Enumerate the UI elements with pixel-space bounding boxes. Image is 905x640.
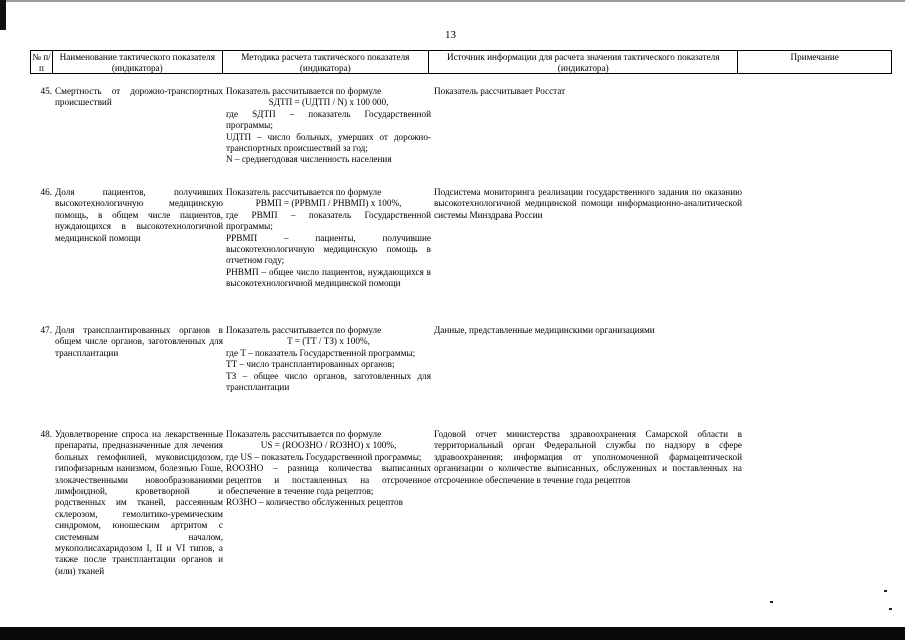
- method-line: TЗ – общее число органов, заготовленных для трансплантации: [226, 370, 431, 393]
- scan-bottom-edge: [0, 627, 905, 640]
- scan-top-edge: [0, 0, 905, 2]
- scan-speck: [884, 590, 887, 592]
- method-line: где T – показатель Государственной программы;: [226, 347, 416, 358]
- method-formula: US = (RООЗНО / RОЗНО) х 100%,: [260, 440, 397, 451]
- header-num: № п/п: [31, 51, 53, 73]
- method-line: где US – показатель Государственной программы;: [226, 451, 422, 462]
- method-line: где SДТП – показатель Государственной программы;: [226, 108, 431, 131]
- scan-speck: [770, 601, 773, 603]
- row-number: 47.: [40, 325, 52, 335]
- method-line: Показатель рассчитывается по формуле: [226, 325, 382, 335]
- method-line: N – среднегодовая численность населения: [226, 154, 392, 165]
- calculation-method: [226, 429, 431, 509]
- row-number: 46.: [40, 187, 52, 197]
- method-line: Показатель рассчитывается по формуле: [226, 86, 382, 96]
- header-name: Наименование тактического показателя (индикатора): [53, 51, 223, 73]
- header-method: Методика расчета тактического показателя (индикатора): [223, 51, 430, 73]
- indicator-name: Удовлетворение спроса на лекарственные препараты, предназначенные для лечения больных гемофилией, муковисцидозом, гипофизарным нанизмом, болезнью Гоше, злокачественными новообразованиями лимфоидной, кроветворной и родственных им тканей, рассеянным склерозом, гемолитико-уремическим синдромом, юношеским артритом с системным началом, мукополисахаридозом I, II и VI типов, а также после трансплантации органов и (или) тканей: [55, 429, 223, 576]
- header-source: Источник информации для расчета значения тактического показателя (индикатора): [429, 51, 738, 73]
- method-line: RООЗНО – разница количества выписанных рецептов и поставленных на отсроченное обеспечение в течение года рецептов;: [226, 463, 431, 497]
- scan-speck: [889, 608, 892, 610]
- method-line: PНВМП – общее число пациентов, нуждающихся в высокотехнологичной медицинской помощи: [226, 266, 431, 289]
- row-number: 48.: [40, 429, 52, 439]
- row-number: 45.: [40, 86, 52, 96]
- method-line: PPВМП – пациенты, получившие высокотехнологичную медицинскую помощь в отчетном году;: [226, 232, 431, 266]
- information-source: Показатель рассчитывает Росстат: [434, 86, 566, 96]
- indicator-name: Смертность от дорожно-транспортных происшествий: [55, 86, 223, 108]
- calculation-method: [226, 187, 431, 290]
- information-source: Данные, представленные медицинскими организациями: [434, 325, 655, 335]
- method-line: Показатель рассчитывается по формуле: [226, 187, 382, 197]
- calculation-method: [226, 325, 431, 393]
- method-formula: T = (TТ / TЗ) х 100%,: [287, 336, 370, 347]
- information-source: Подсистема мониторинга реализации государственного задания по оказанию высокотехнологичной медицинской помощи информационно-аналитической системы Минздрава России: [434, 187, 742, 220]
- method-line: RОЗНО – количество обслуженных рецептов: [226, 497, 403, 508]
- method-formula: SДТП = (UДТП / N) х 100 000,: [268, 97, 389, 108]
- table-header: [30, 50, 892, 74]
- page-number: 13: [445, 29, 456, 41]
- calculation-method: [226, 86, 431, 166]
- scan-left-edge: [0, 0, 6, 30]
- method-line: TТ – число трансплантированных органов;: [226, 359, 395, 370]
- method-line: UДТП – число больных, умерших от дорожно-транспортных происшествий за год;: [226, 131, 431, 154]
- method-line: где PВМП – показатель Государственной программы;: [226, 209, 431, 232]
- header-note: Примечание: [790, 52, 839, 62]
- method-formula: PВМП = (PPВМП / PНВМП) х 100%,: [255, 198, 402, 209]
- indicator-name: Доля трансплантированных органов в общем числе органов, заготовленных для трансплантации: [55, 325, 223, 358]
- information-source: Годовой отчет министерства здравоохранения Самарской области в территориальный орган Федеральной службы по надзору в сфере здравоохранения; информация от уполномоченной фармацевтической организации о количестве выписанных, обслуженных и поставленных на отсроченное обеспечение в течение года рецептов: [434, 429, 742, 485]
- method-line: Показатель рассчитывается по формуле: [226, 429, 382, 439]
- indicator-name: Доля пациентов, получивших высокотехнологичную медицинскую помощь, в общем числе пациентов, нуждающихся в высокотехнологичной медицинской помощи: [55, 187, 223, 243]
